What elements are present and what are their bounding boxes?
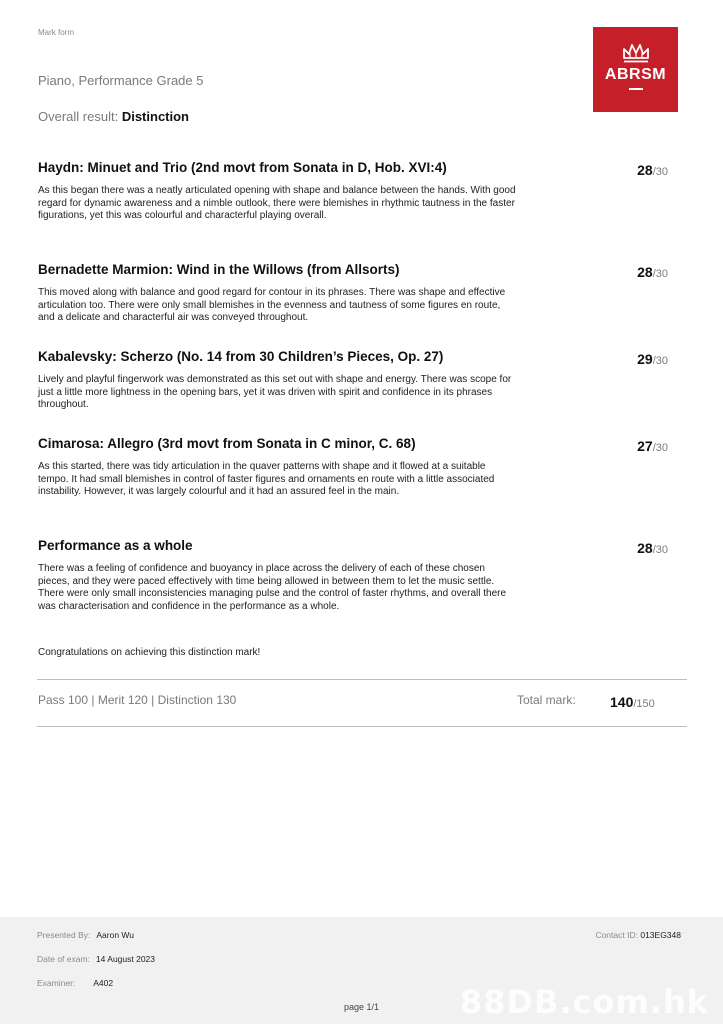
mark-out-of: /30 xyxy=(652,166,668,178)
exam-date xyxy=(37,954,155,964)
piece-section xyxy=(38,262,668,325)
mark-value: 28 xyxy=(637,162,653,178)
presented-by-label: Presented By: xyxy=(37,930,91,940)
presented-by-value: Aaron Wu xyxy=(96,930,135,940)
piece-title: Cimarosa: Allegro (3rd movt from Sonata in C minor, C. 68) xyxy=(38,436,416,451)
overall-result xyxy=(38,109,189,124)
contact-id-label: Contact ID: xyxy=(595,930,638,940)
piece-comment: There was a feeling of confidence and buoyancy in place across the delivery of each of these chosen pieces, and they were paced effectively with time being allowed in between them to let the music settle. There were only small inconsistencies managing pulse and the control of faster rhythms, and overall there was characterisation and confidence in the performance as a whole. xyxy=(38,563,507,612)
piece-mark xyxy=(637,540,668,556)
watermark: 88DB.com.hk xyxy=(459,983,709,1021)
piece-title: Kabalevsky: Scherzo (No. 14 from 30 Children’s Pieces, Op. 27) xyxy=(38,349,444,364)
exam-date-label: Date of exam: xyxy=(37,954,90,964)
total-mark-value: 140 xyxy=(610,694,634,710)
examiner xyxy=(37,978,113,988)
exam-date-value: 14 August 2023 xyxy=(95,954,156,964)
mark-out-of: /30 xyxy=(652,355,668,367)
mark-out-of: /30 xyxy=(652,544,668,556)
total-mark xyxy=(610,694,655,710)
mark-out-of: /30 xyxy=(652,268,668,280)
divider xyxy=(37,679,687,680)
piece-comment: As this started, there was tidy articulation in the quaver patterns with shape and it flowed at a suitable tempo. It had small blemishes in control of faster figures and ornaments en route with a little associated instability. However, it was largely colourful and it had an assured feel in the main. xyxy=(38,461,495,498)
total-mark-out-of: /150 xyxy=(633,698,655,710)
piece-mark xyxy=(637,438,668,454)
form-label: Mark form xyxy=(38,28,74,37)
mark-value: 27 xyxy=(637,438,653,454)
piece-mark xyxy=(637,162,668,178)
mark-value: 29 xyxy=(637,351,653,367)
total-mark-label: Total mark: xyxy=(517,693,576,707)
logo-underline xyxy=(629,88,643,90)
mark-value: 28 xyxy=(637,540,653,556)
mark-out-of: /30 xyxy=(652,442,668,454)
piece-mark xyxy=(637,351,668,367)
piece-section xyxy=(38,349,668,412)
logo-text: ABRSM xyxy=(604,66,667,83)
examiner-value: A402 xyxy=(93,978,114,988)
crown-icon xyxy=(621,42,651,64)
mark-thresholds: Pass 100 | Merit 120 | Distinction 130 xyxy=(38,693,237,707)
divider xyxy=(37,726,687,727)
page-number: page 1/1 xyxy=(343,1002,380,1012)
examiner-label: Examiner: xyxy=(37,978,76,988)
piece-section xyxy=(38,436,668,499)
overall-result-label: Overall result: xyxy=(38,109,119,124)
piece-mark xyxy=(637,264,668,280)
piece-comment: As this began there was a neatly articulated opening with shape and balance between the hands. With good regard for dynamic awareness and a nimble outlook, there were blemishes in rhythmic tautness in the faster figurations, yet this was colourful and characterful playing overall. xyxy=(38,185,516,222)
mark-value: 28 xyxy=(637,264,653,280)
piece-title: Haydn: Minuet and Trio (2nd movt from Sonata in D, Hob. XVI:4) xyxy=(38,160,447,175)
presented-by xyxy=(37,930,134,940)
abrsm-logo xyxy=(593,27,678,112)
overall-result-value: Distinction xyxy=(121,109,189,124)
contact-id xyxy=(595,930,681,940)
congratulations-text: Congratulations on achieving this distinction mark! xyxy=(38,647,261,658)
piece-title: Bernadette Marmion: Wind in the Willows (from Allsorts) xyxy=(38,262,400,277)
contact-id-value: 013EG348 xyxy=(640,930,681,940)
piece-section xyxy=(38,160,668,223)
piece-comment: Lively and playful fingerwork was demonstrated as this set out with shape and energy. There was scope for just a little more lightness in the opening bars, yet it was driven with spirit and confidence in its phrases throughout. xyxy=(38,374,512,411)
piece-comment: This moved along with balance and good regard for contour in its phrases. There was shape and effective articulation too. There were only small blemishes in the evenness and tautness of some figures en route, and a delicate and characterful air was conveyed throughout. xyxy=(38,287,506,324)
grade-title: Piano, Performance Grade 5 xyxy=(38,73,204,88)
piece-section xyxy=(38,538,668,613)
piece-title: Performance as a whole xyxy=(38,538,193,553)
footer xyxy=(0,917,723,1024)
